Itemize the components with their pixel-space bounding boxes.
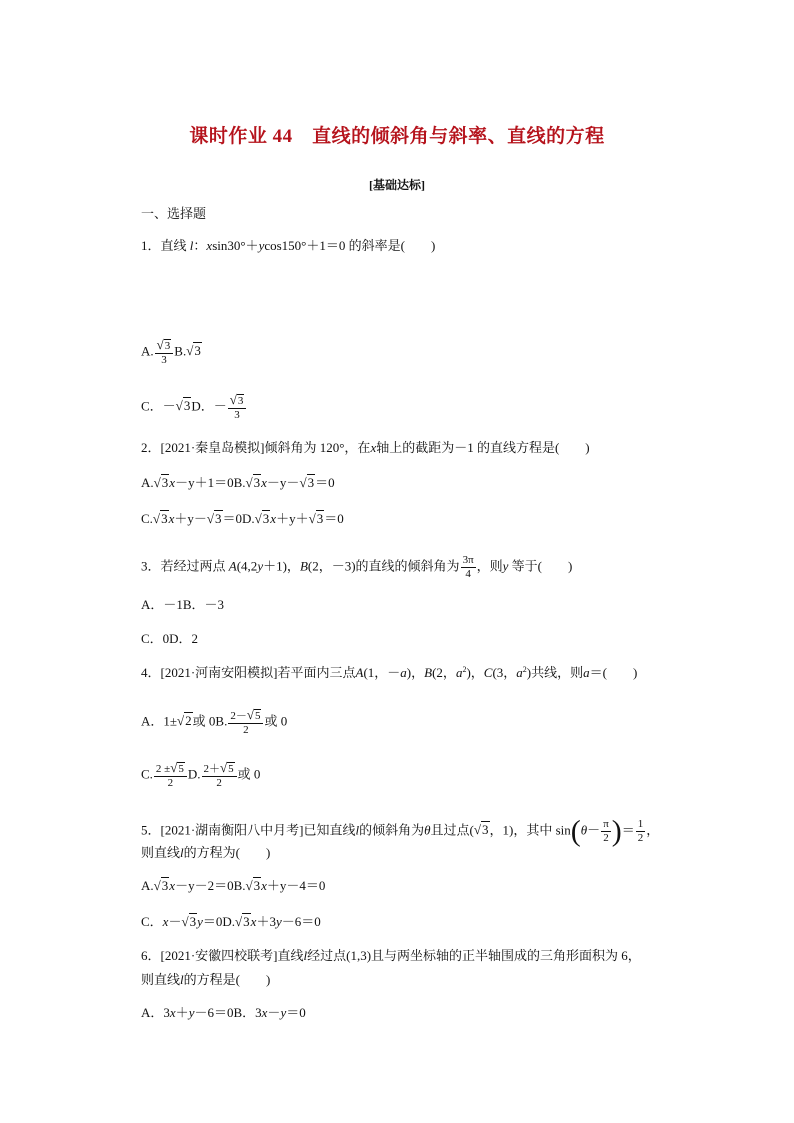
question-6: 6．[2021·安徽四校联考]直线l经过点(1,3)且与两坐标轴的正半轴围成的三角形面积为 6， (141, 948, 641, 963)
question-2-options-cd: C.√3x＋y－√3＝0D.√3x＋y＋√3＝0 (141, 511, 344, 526)
page-title: 课时作业 44 直线的倾斜角与斜率、直线的方程 (189, 126, 605, 147)
question-5-options-cd: C．x－√3y＝0D.√3x＋3y－6＝0 (141, 914, 321, 929)
question-5: 5．[2021·湖南衡阳八中月考]已知直线l的倾斜角为θ且过点(√3，1)，其中 sin(θ－ $\frac{\pi}{2}$ )＝ $\frac{1}{2}$ ， (141, 814, 660, 848)
question-3-options-ab: A．－1B．－3 (141, 597, 225, 612)
question-1-options-cd: C．－√3D．－ $\frac{√3}{3}$ (141, 393, 247, 422)
question-6-options-ab: A．3x＋y－6＝0B．3x－y＝0 (141, 1005, 306, 1020)
category-heading: 一、选择题 (141, 206, 207, 221)
question-2-options-ab: A.√3x－y＋1＝0B.√3x－y－√3＝0 (141, 475, 335, 490)
question-5-options-ab: A.√3x－y－2＝0B.√3x＋y－4＝0 (141, 878, 326, 893)
question-3-options-cd: C．0D．2 (141, 631, 199, 646)
question-1-options-ab: A. $\frac{√3}{3}$ B.√3 (141, 337, 201, 366)
question-4-options-cd: C. $\frac{2 \pm√5}{2}$ D. $\frac{2+√5}{2}$ 或 0 (141, 760, 261, 789)
question-1: 1．直线 l：xsin30°＋ycos150°＋1＝0 的斜率是( ) (141, 238, 436, 253)
question-4-options-ab: A．1±√2或 0B. $\frac{2-√5}{2}$ 或 0 (141, 707, 288, 736)
question-3: 3．若经过两点 A(4,2y＋1)，B(2，－3)的直线的倾斜角为 $\frac{3\pi}{4}$ ，则y 等于( ) (141, 554, 573, 580)
section-heading: [基础达标] (369, 178, 425, 192)
question-6-line-2: 则直线l的方程是( ) (141, 972, 271, 987)
question-4: 4．[2021·河南安阳模拟]若平面内三点A(1，－a)，B(2，$a^2$)，C(3，$a^2$)共线，则a＝( ) (141, 665, 638, 680)
question-2: 2．[2021·秦皇岛模拟]倾斜角为 120°，在x轴上的截距为－1 的直线方程是( ) (141, 440, 590, 455)
question-5-line-2: 则直线l的方程为( ) (141, 845, 271, 860)
